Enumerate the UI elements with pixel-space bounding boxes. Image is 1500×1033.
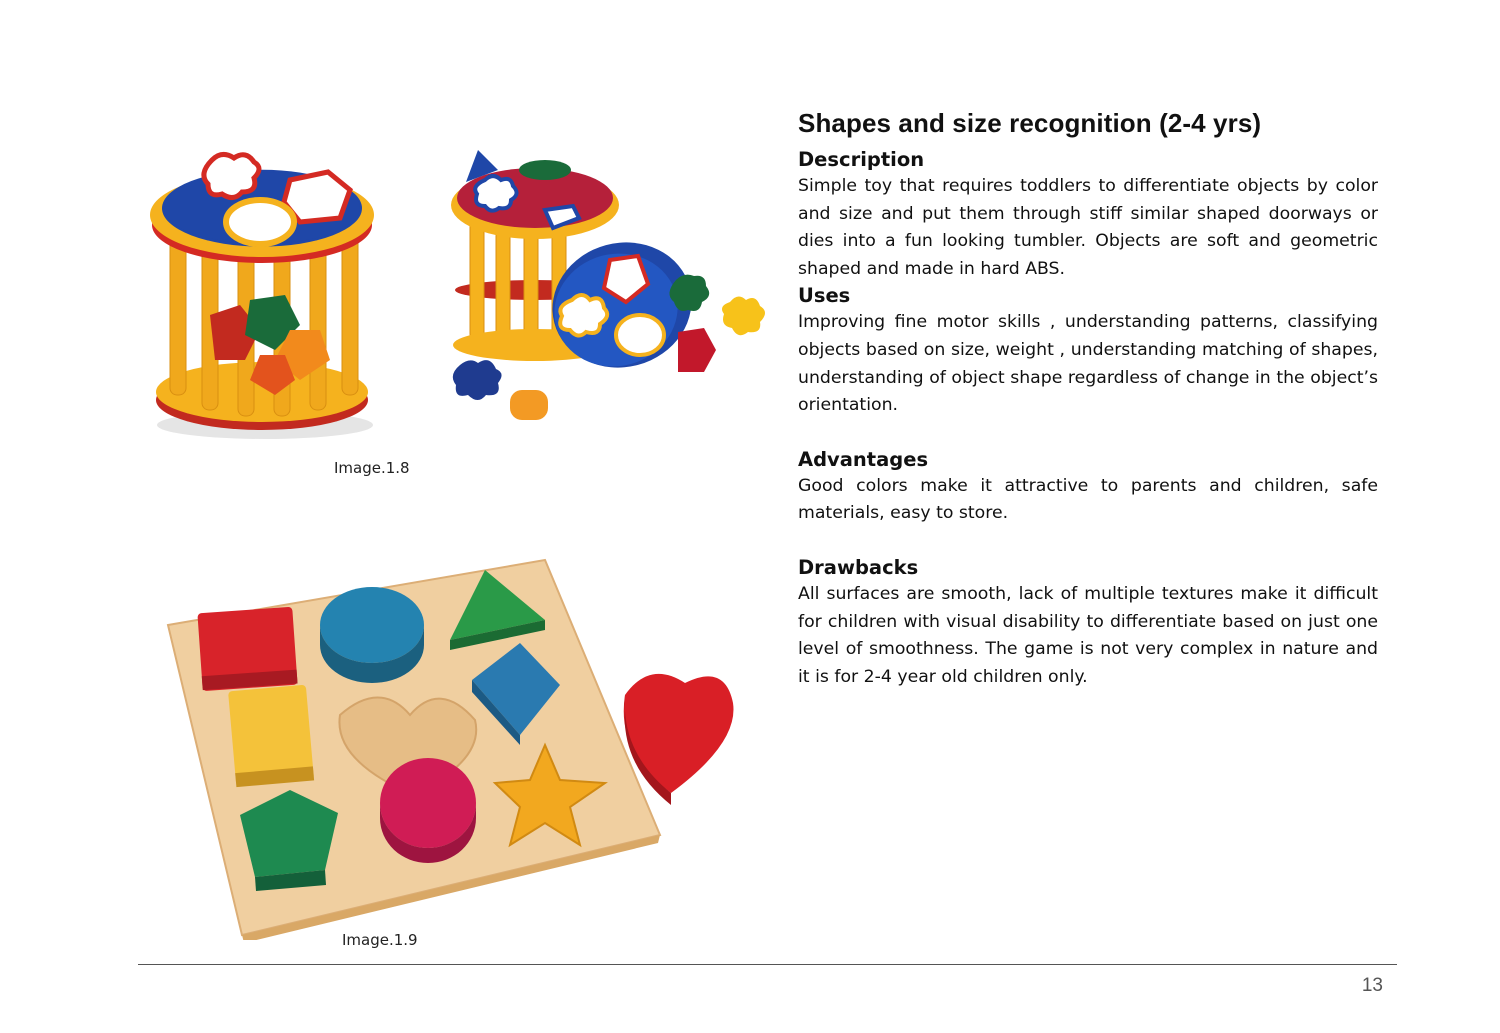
spacer: [798, 420, 1378, 447]
page-title: Shapes and size recognition (2-4 yrs): [798, 108, 1262, 138]
figure-image-1-9: [160, 555, 740, 940]
section-heading-advantages: Advantages: [798, 447, 929, 471]
figure-image-1-8: [140, 140, 780, 440]
section-text-uses: Improving fine motor skills , understanding patterns, classifying objects based on size, weight , understanding matching of shapes, understanding of object shape regardless of change in the object’s orientation.: [798, 312, 1378, 416]
section-heading-uses: Uses: [798, 284, 851, 308]
tumbler-left: [150, 154, 374, 439]
text-column: [798, 108, 1378, 691]
wooden-puzzle-illustration: [160, 555, 740, 940]
figure-caption-1-9: Image.1.9: [342, 931, 418, 949]
section-text-advantages: Good colors make it attractive to parents and children, safe materials, easy to store.: [798, 475, 1378, 524]
figure-caption-1-8: Image.1.8: [334, 459, 410, 477]
footer-divider: [138, 964, 1397, 965]
tumbler-right: [451, 150, 765, 420]
section-text-description: Simple toy that requires toddlers to differentiate objects by color and size and put them through stiff similar shaped doorways or dies into a fun looking tumbler. Objects are soft and geometric shaped and made in hard ABS.: [798, 176, 1378, 279]
section-text-drawbacks: All surfaces are smooth, lack of multiple textures make it difficult for children with visual disability to differentiate based on just one level of smoothness. The game is not very complex in nature and it is for 2-4 year old children only.: [798, 583, 1378, 687]
page-number: 13: [1361, 975, 1383, 996]
spacer: [798, 528, 1378, 555]
shape-sorter-illustration: [140, 140, 780, 440]
section-heading-drawbacks: Drawbacks: [798, 555, 919, 579]
section-heading-description: Description: [798, 148, 925, 171]
